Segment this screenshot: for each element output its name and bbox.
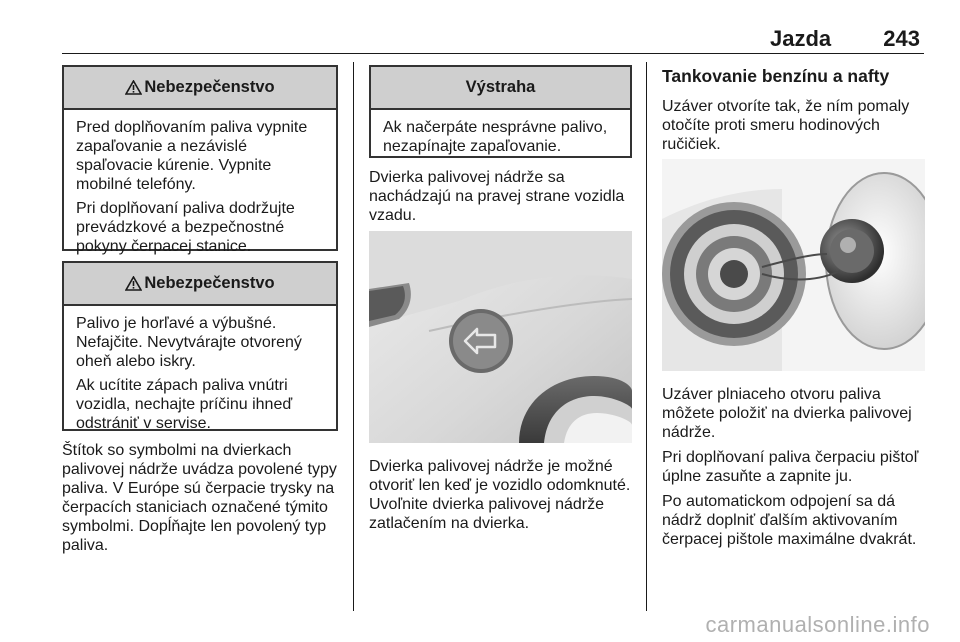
fuel-door-photo [369,231,632,443]
watermark: carmanualsonline.info [705,612,930,637]
column-divider-right [646,62,647,611]
danger-box-2-title: Nebezpečenstvo [144,274,275,292]
auto-shutoff-paragraph: Po automatickom odpojení sa dá nádrž doplniť ďalším aktivovaním čerpacej pištole maximálne dvakrát. [662,493,917,548]
column-divider-left [353,62,354,611]
page-number: 243 [883,26,920,51]
danger-box-2 [62,261,338,431]
cap-placement-paragraph: Uzáver plniaceho otvoru paliva môžete položiť na dvierka palivovej nádrže. [662,386,912,441]
header-rule [62,53,924,54]
page-header [770,26,920,52]
danger-box-1-paragraph-1: Pred doplňovaním paliva vypnite zapaľovanie a nezávislé spaľovacie kúrenie. Vypnite mobilné telefóny. [76,119,308,193]
danger-box-2-title-bar [64,263,336,306]
fuel-label-paragraph: Štítok so symbolmi na dvierkach palivovej nádrže uvádza povolené typy paliva. V Európe sú čerpacie trysky na čerpacích staniciach označené týmito symbolmi. Dopĺňajte len povolený typ paliva. [62,442,337,554]
danger-box-2-paragraph-1: Palivo je horľavé a výbušné. Nefajčite. Nevytvárajte otvorený oheň alebo iskry. [76,315,302,370]
col3-body-text [662,385,932,555]
danger-box-2-paragraph-2: Ak ucítite zápach paliva vnútri vozidla, nechajte príčinu ihneď odstrániť v servise. [76,377,293,432]
warning-box-body [371,110,630,165]
warning-triangle-icon [125,80,142,95]
warning-box-title: Výstraha [465,78,536,96]
col2-intro-text [369,168,637,231]
danger-box-1-paragraph-2: Pri doplňovaní paliva dodržujte prevádzkové a bezpečnostné pokyny čerpacej stanice. [76,200,295,255]
warning-triangle-icon [125,276,142,291]
warning-box [369,65,632,158]
nozzle-paragraph: Pri doplňovaní paliva čerpaciu pištoľ úplne zasuňte a zapnite ju. [662,449,919,485]
fuel-cap-photo [662,159,925,371]
section-heading: Tankovanie benzínu a nafty [662,66,890,86]
danger-box-1-title: Nebezpečenstvo [144,78,275,96]
danger-box-1 [62,65,338,255]
fuel-door-location-paragraph: Dvierka palivovej nádrže sa nachádzajú na pravej strane vozidla vzadu. [369,169,625,224]
warning-box-text: Ak načerpáte nesprávne palivo, nezapínajte zapaľovanie. [383,119,608,155]
col2-caption-text [369,457,637,539]
warning-box-title-bar [371,67,630,110]
fuel-door-open-paragraph: Dvierka palivovej nádrže je možné otvoriť len keď je vozidlo odomknuté. Uvoľnite dvierka palivovej nádrže zatlačením na dvierka. [369,458,631,532]
cap-open-paragraph: Uzáver otvoríte tak, že ním pomaly otočíte proti smeru hodinových ručičiek. [662,98,910,153]
danger-box-1-title-bar [64,67,336,110]
col3-intro-text [662,97,932,160]
danger-box-1-body [64,110,336,265]
col1-body-text [62,441,344,561]
danger-box-2-body [64,306,336,442]
chapter-title: Jazda [770,26,832,51]
